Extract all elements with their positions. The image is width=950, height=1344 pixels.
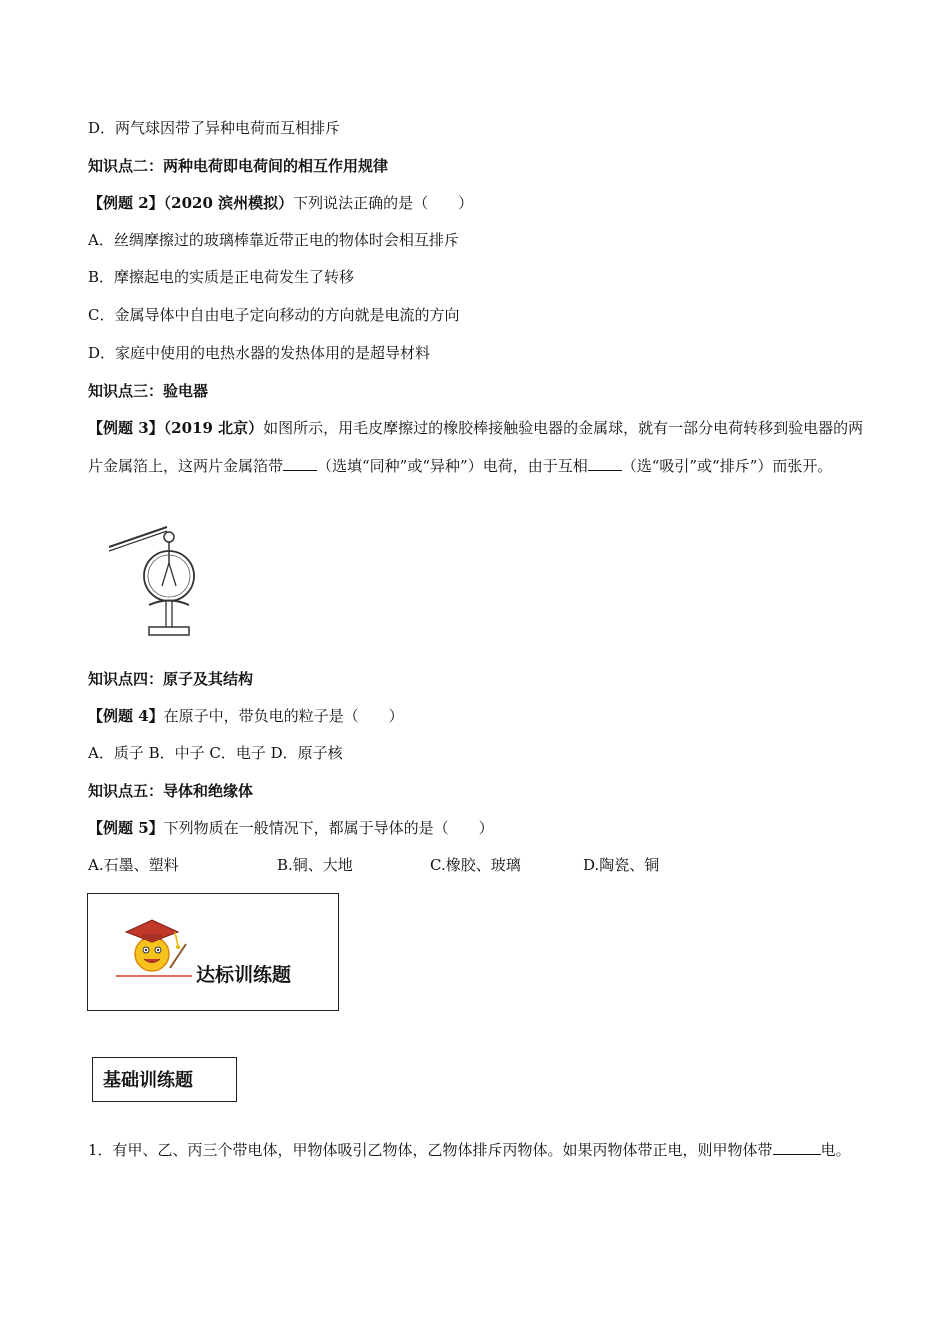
example-2-question	[88, 192, 473, 214]
example-2-tag: 【例题 2】（2020 滨州模拟）	[88, 194, 294, 212]
example-4-tag: 【例题 4】	[88, 707, 164, 725]
example-2-option-a: A．丝绸摩擦过的玻璃棒靠近带正电的物体时会相互排斥	[88, 231, 459, 249]
example-3-text-1: 如图所示，用毛皮摩擦过的橡胶棒接触验电器的金属球，就有一部分电荷转移到验电器的两片金属箔上，这两片金属箔带	[88, 419, 864, 475]
example-2-option-d: D．家庭中使用的电热水器的发热体用的是超导材料	[88, 344, 431, 362]
example-3-text-2: （选填“同种”或“异种”）电荷，由于互相	[317, 457, 588, 475]
training-section-title: 达标训练题	[196, 964, 292, 986]
example-2-option-c: C．金属导体中自由电子定向移动的方向就是电流的方向	[88, 306, 460, 324]
electroscope-figure	[105, 523, 205, 639]
question-1-text-2: 电。	[820, 1141, 851, 1159]
question-1-blank[interactable]	[773, 1140, 821, 1155]
knowledge-point-2-heading: 知识点二：两种电荷即电荷间的相互作用规律	[88, 157, 389, 175]
answer-blank-2[interactable]	[588, 456, 622, 471]
question-1	[88, 1131, 866, 1169]
question-1-text-1: 1．有甲、乙、丙三个带电体，甲物体吸引乙物体，乙物体排斥丙物体。如果丙物体带正电，则甲物体带	[88, 1141, 773, 1159]
example-5-question	[88, 817, 494, 839]
example-5-option-c: C.橡胶、玻璃	[430, 856, 521, 874]
training-section-banner	[87, 893, 339, 1011]
knowledge-point-4-heading: 知识点四：原子及其结构	[88, 670, 254, 688]
example-4-options: A．质子 B．中子 C．电子 D．原子核	[88, 744, 343, 762]
example-3-text-3: （选“吸引”或“排斥”）而张开。	[621, 457, 833, 475]
basic-training-box	[92, 1057, 237, 1102]
example-5-tag: 【例题 5】	[88, 819, 164, 837]
example-4-question	[88, 705, 404, 727]
example-4-text: 在原子中，带负电的粒子是（ ）	[163, 707, 404, 725]
example-2-text: 下列说法正确的是（ ）	[293, 194, 474, 212]
answer-blank-1[interactable]	[283, 456, 317, 471]
basic-training-title: 基础训练题	[103, 1070, 193, 1091]
example-5-options	[88, 854, 788, 876]
example-3-tag: 【例题 3】（2019 北京）	[88, 419, 264, 437]
example-5-text: 下列物质在一般情况下，都属于导体的是（ ）	[163, 819, 494, 837]
knowledge-point-5-heading: 知识点五：导体和绝缘体	[88, 782, 254, 800]
example-5-option-d: D.陶瓷、铜	[583, 856, 660, 874]
example-5-option-b: B.铜、大地	[277, 856, 353, 874]
example-2-option-b: B．摩擦起电的实质是正电荷发生了转移	[88, 268, 355, 286]
example-5-option-a: A.石墨、塑料	[88, 856, 179, 874]
knowledge-point-3-heading: 知识点三：验电器	[88, 382, 209, 400]
graduate-mascot-icon	[112, 910, 192, 980]
example-3-question	[88, 409, 866, 485]
option-d-line: D．两气球因带了异种电荷而互相排斥	[88, 119, 341, 137]
